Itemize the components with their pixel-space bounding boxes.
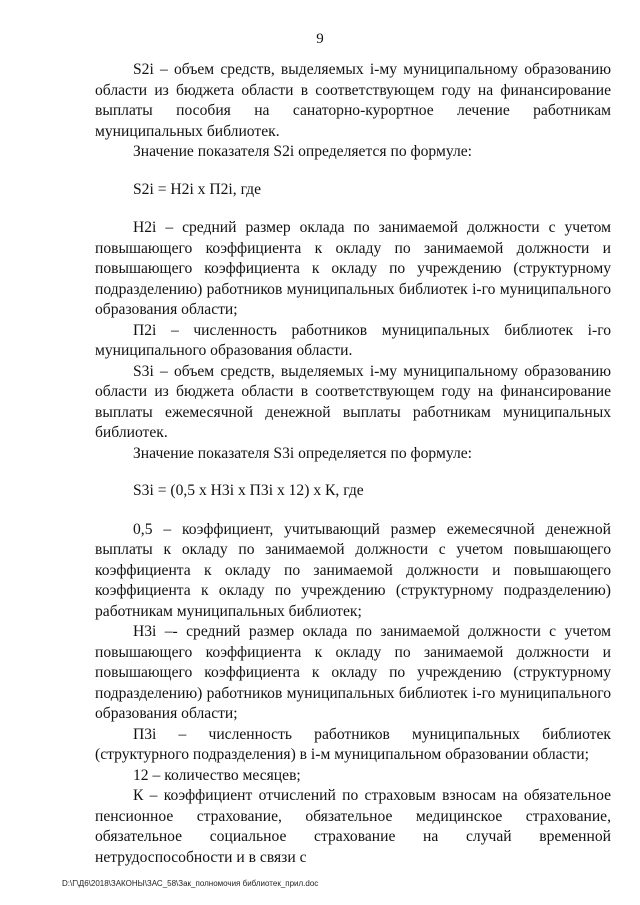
- document-body: [95, 60, 611, 868]
- paragraph-p3i-definition: П3i – численность работников муниципальных библиотек (структурного подразделения) в i-м муниципальном образовании области;: [95, 725, 611, 763]
- paragraph-p2i-definition: П2i – численность работников муниципальных библиотек i-го муниципального образования области.: [95, 321, 611, 359]
- formula-s2i: S2i = Н2i х П2i, где: [133, 180, 262, 198]
- paragraph-s3i-formula-intro: Значение показателя S3i определяется по формуле:: [133, 444, 472, 462]
- page-number: 9: [316, 31, 324, 47]
- paragraph-months: 12 – количество месяцев;: [133, 766, 301, 784]
- paragraph-s3i-definition: S3i – объем средств, выделяемых i-му муниципальному образованию области из бюджета области в соответствующем году на финансирование выплаты ежемесячной денежной выплаты работникам муниципальных библиотек.: [95, 362, 611, 441]
- paragraph-s2i-formula-intro: Значение показателя S2i определяется по формуле:: [133, 143, 472, 160]
- paragraph-n3i-definition: Н3i –- средний размер оклада по занимаемой должности с учетом повышающего коэффициента к окладу по занимаемой должности и повышающего коэффициента к окладу по учреждению (структурному подразделению) работников муниципальных библиотек i-го муниципального образования области;: [95, 623, 611, 722]
- footer-file-path: D:\Г\Д6\2018\ЗАКОНЫ\ЗАС_58\Зак_полномочия библиотек_прил.doc: [62, 879, 319, 888]
- paragraph-coefficient-definition: 0,5 – коэффициент, учитывающий размер ежемесячной денежной выплаты к окладу по занимаемой должности с учетом повышающего коэффициента к окладу по занимаемой должности и повышающего коэффициента к окладу по учреждению (структурному подразделению) работникам муниципальных библиотек;: [95, 520, 611, 620]
- paragraph-s2i-definition: S2i – объем средств, выделяемых i-му муниципальному образованию области из бюджета области в соответствующем году на финансирование выплаты пособия на санаторно-курортное лечение работникам муниципальных библиотек.: [95, 61, 611, 140]
- paragraph-n2i-definition: Н2i – средний размер оклада по занимаемой должности с учетом повышающего коэффициента к окладу по занимаемой должности и повышающего коэффициента к окладу по учреждению (структурному подразделению) работников муниципальных библиотек i-го муниципального образования области;: [95, 219, 611, 318]
- formula-s3i: S3i = (0,5 х Н3i х П3i х 12) х К, где: [133, 482, 364, 499]
- paragraph-k-definition: К – коэффициент отчислений по страховым взносам на обязательное пенсионное страхование, обязательное медицинское страхование, обязательное социальное страхование на случай временной нетрудоспособности и в связи с: [95, 787, 611, 866]
